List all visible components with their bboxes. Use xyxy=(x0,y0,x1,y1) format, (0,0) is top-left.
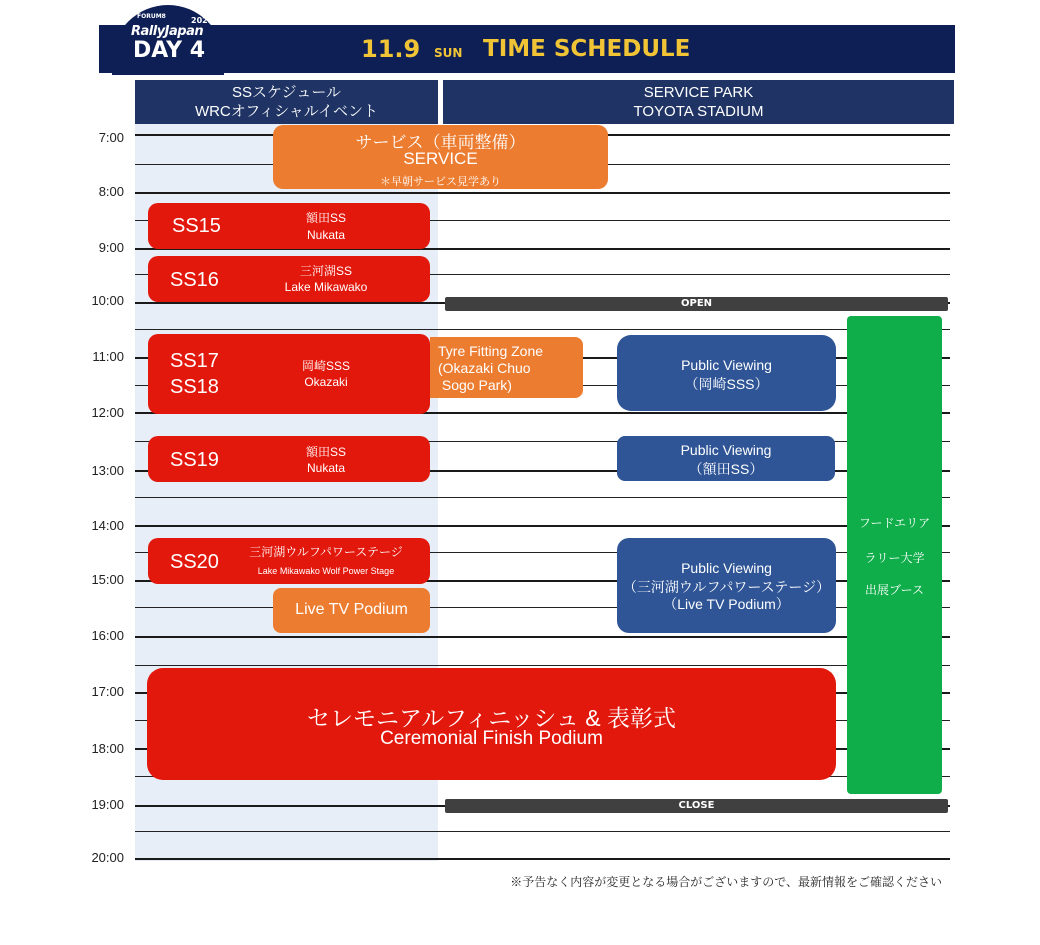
column-header-service-park xyxy=(443,80,954,124)
public-viewing-title: Public Viewing xyxy=(681,560,772,576)
hour-label: 15:00 xyxy=(91,572,124,587)
tyre-zone-line: (Okazaki Chuo xyxy=(438,360,531,376)
public-viewing-mikawako xyxy=(617,538,836,633)
stage-name-jp: 額田SS xyxy=(305,211,346,225)
column-header-line: SERVICE PARK xyxy=(643,84,754,101)
hour-label: 13:00 xyxy=(91,463,124,478)
hour-label: 10:00 xyxy=(91,293,124,308)
stage-name-en: Lake Mikawako xyxy=(284,280,368,294)
hour-label: 14:00 xyxy=(91,518,124,533)
column-header-line: WRCオフィシャルイベント xyxy=(194,103,379,120)
hour-label: 9:00 xyxy=(98,240,124,255)
tyre-zone-line: Tyre Fitting Zone xyxy=(438,343,544,359)
stage-name-en: Nukata xyxy=(306,228,346,242)
logo-year: 2025 xyxy=(191,16,214,25)
hour-label: 19:00 xyxy=(91,797,124,812)
hour-label: 20:00 xyxy=(91,850,124,865)
stage-ss15 xyxy=(148,203,430,249)
service-title-jp: サービス（車両整備） xyxy=(355,133,526,152)
public-viewing-sub: （岡崎SSS） xyxy=(684,376,769,392)
public-viewing-sub: （額田SS） xyxy=(688,461,764,477)
hour-label: 17:00 xyxy=(91,684,124,699)
stage-number: SS16 xyxy=(170,269,219,291)
grid-half-line xyxy=(135,497,950,498)
stage-ss19 xyxy=(148,436,430,482)
close-label: CLOSE xyxy=(678,800,715,811)
stage-name-en: Okazaki xyxy=(304,375,348,389)
logo-sponsor: FORUM8 xyxy=(137,13,166,20)
grid-half-line xyxy=(135,831,950,832)
food-area-label: フードエリア xyxy=(858,516,931,530)
public-viewing-sub: （三河湖ウルフパワーステージ） xyxy=(622,579,831,595)
stage-ss16 xyxy=(148,256,430,302)
page-title: TIME SCHEDULE xyxy=(483,36,691,62)
stage-name-jp: 三河湖ウルフパワーステージ xyxy=(249,545,403,559)
hour-label: 18:00 xyxy=(91,741,124,756)
stage-name-jp: 三河湖SS xyxy=(299,264,352,278)
stage-number: SS20 xyxy=(170,551,219,573)
stage-number: SS15 xyxy=(172,215,221,237)
day-of-week: SUN xyxy=(434,46,463,60)
stage-number: SS19 xyxy=(170,449,219,471)
tyre-zone-line: Sogo Park) xyxy=(438,377,512,393)
exhibit-booth-label: 出展ブース xyxy=(864,583,925,597)
live-tv-podium-label: Live TV Podium xyxy=(295,601,408,618)
ceremonial-finish-podium xyxy=(147,668,836,780)
public-viewing-title: Public Viewing xyxy=(680,442,772,458)
stage-name-en: Lake Mikawako Wolf Power Stage xyxy=(257,566,395,576)
stage-name-jp: 岡崎SSS xyxy=(301,359,350,373)
stage-name-jp: 額田SS xyxy=(305,445,346,459)
stage-ss20 xyxy=(148,538,430,584)
tyre-fitting-zone xyxy=(430,337,583,398)
column-header-line: TOYOTA STADIUM xyxy=(633,103,764,120)
close-bar xyxy=(445,799,948,813)
stage-ss17-ss18 xyxy=(148,334,430,414)
public-viewing-nukata xyxy=(617,436,835,481)
service-block xyxy=(273,125,608,189)
hour-label: 8:00 xyxy=(98,184,124,199)
service-title-en: SERVICE xyxy=(403,149,478,168)
footer-note: ※予告なく内容が変更となる場合がございますので、最新情報をご確認ください xyxy=(510,875,942,889)
hour-label: 7:00 xyxy=(98,130,124,145)
day-label: DAY 4 xyxy=(133,38,206,63)
grid-hour-line xyxy=(135,192,950,194)
grid-half-line xyxy=(135,329,950,330)
public-viewing-okazaki xyxy=(617,335,836,411)
public-viewing-sub: （Live TV Podium） xyxy=(663,596,790,612)
schedule-date: 11.9 xyxy=(361,35,421,63)
stage-number: SS18 xyxy=(170,376,219,398)
column-header-line: SSスケジュール xyxy=(231,84,342,101)
stage-name-en: Nukata xyxy=(306,461,346,475)
grid-hour-line xyxy=(135,525,950,527)
public-viewing-title: Public Viewing xyxy=(681,357,772,373)
open-bar xyxy=(445,297,948,311)
hour-label: 12:00 xyxy=(91,405,124,420)
grid-half-line xyxy=(135,665,950,666)
column-header-ss-schedule xyxy=(135,80,438,124)
hour-label: 11:00 xyxy=(92,349,124,364)
food-area-booth xyxy=(847,316,942,794)
open-label: OPEN xyxy=(680,298,713,309)
hour-label: 16:00 xyxy=(91,628,124,643)
logo-rally-japan: RallyJapan xyxy=(131,24,204,39)
rally-university-label: ラリー大学 xyxy=(864,551,925,565)
grid-hour-line xyxy=(135,636,950,638)
stage-number: SS17 xyxy=(170,350,219,372)
live-tv-podium xyxy=(273,588,430,633)
service-note: ＊早朝サービス見学あり xyxy=(380,176,501,188)
finish-title-en: Ceremonial Finish Podium xyxy=(380,728,603,749)
grid-hour-line xyxy=(135,858,950,860)
finish-title-jp: セレモニアルフィニッシュ & 表彰式 xyxy=(307,705,676,731)
